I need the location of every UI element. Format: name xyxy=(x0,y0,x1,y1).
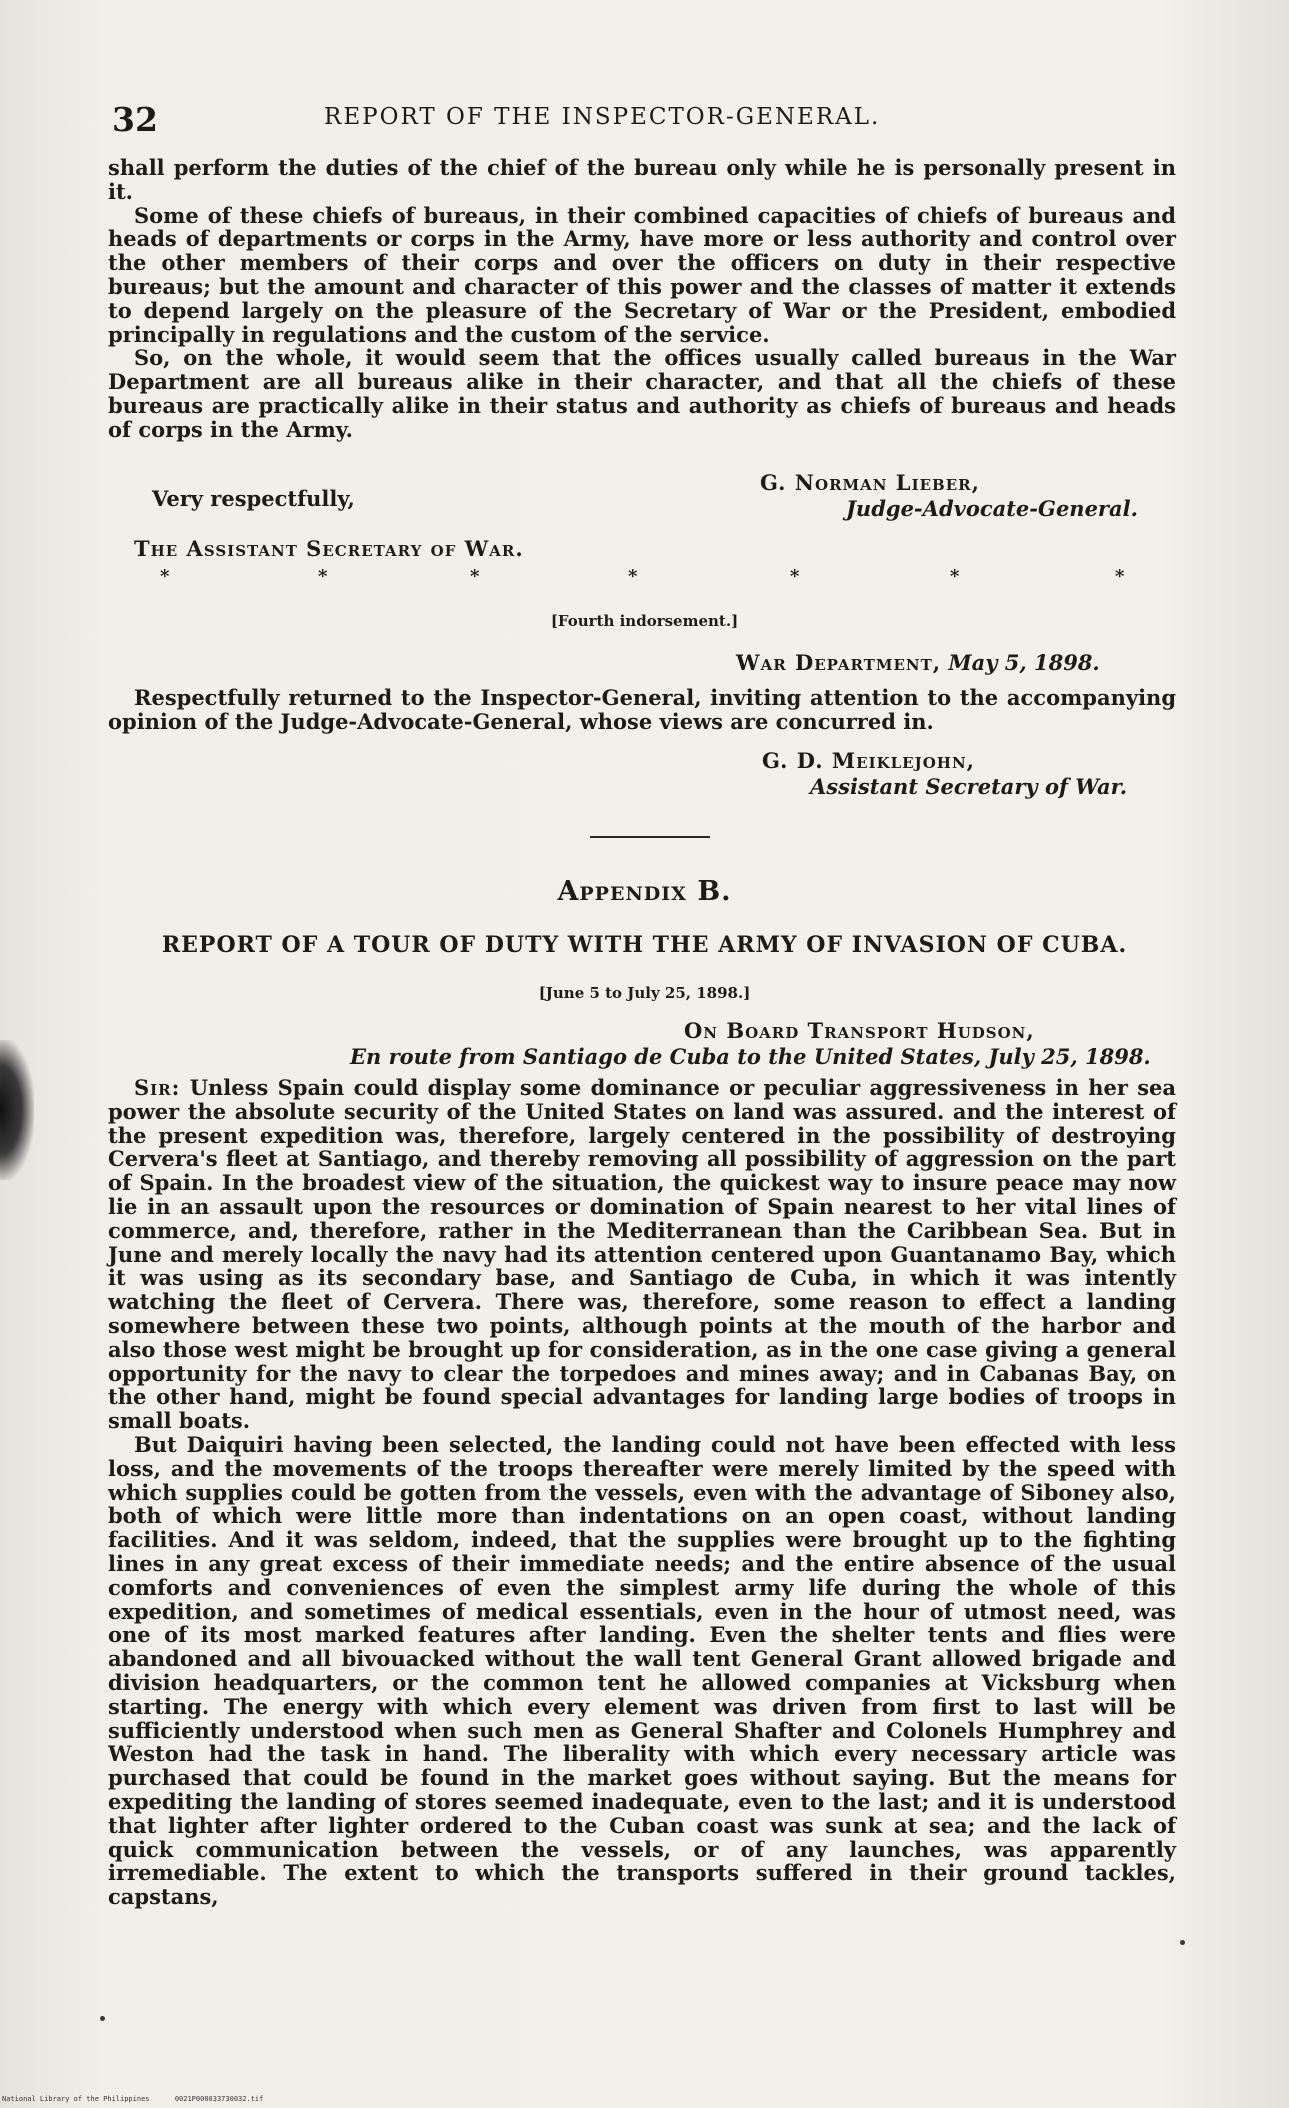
appendix-dates: [June 5 to July 25, 1898.] xyxy=(538,984,751,1002)
appendix-paragraph-1-text: Unless Spain could display some dominance or peculiar aggressiveness in her sea power the absolute security of the United States on land was assured. and the interest of the present expedition was, therefore, largely centered in the possibility of destroying Cervera's fleet at Santiago, and thereby removing all possibility of aggression on the part of Spain. In the broadest view of the situation, the quickest way to insure peace may now lie in an assault upon the resources or domination of Spain nearest to her vital lines of commerce, and, therefore, rather in the Mediterranean than the Caribbean Sea. But in June and merely locally the navy had its attention centered upon Guantanamo Bay, which it was using as its secondary base, and Santiago de Cuba, in which it was intently watching the fleet of Cervera. There was, therefore, some reason to effect a landing somewhere between these two points, although points at the mouth of the harbor and also those west might be brought up for consideration, as in the one case giving a general opportunity for the navy to clear the torpedoes and mines away; and in Cabanas Bay, on the other hand, might be found special advantages for landing large bodies of troops in small boats. xyxy=(108,1075,1177,1434)
stray-mark xyxy=(100,2016,105,2021)
star: * xyxy=(950,566,960,587)
indorsement-body-block xyxy=(108,686,1176,734)
appendix-paragraph: But Daiquiri having been selected, the landing could not have been effected with less loss, and the movements of the troops thereafter were merely limited by the speed with which supplies could be gotten from the vessels, even with the advantage of Siboney also, both of which were little more than indentations on an open coast, without landing facilities. And it was seldom, indeed, that the supplies were brought up to the fighting lines in any great excess of their immediate needs; and the entire absence of the usual comforts and conveniences of even the simplest army life during the whole of this expedition, and sometimes of medical essentials, even in the hour of utmost need, was one of its most marked features after landing. Even the shelter tents and flies were abandoned and all bivouacked without the wall tent General Grant allowed brigade and division headquarters, or the common tent he allowed companies at Vicksburg when starting. The energy with which every element was driven from first to last will be sufficiently understood when such men as General Shafter and Colonels Humphrey and Weston had the task in hand. The liberality with which every necessary article was purchased that could be found in the market goes without saying. But the means for expediting the landing of stores seemed inadequate, even to the last; and it is understood that lighter after lighter ordered to the Cuban coast was sunk at sea; and the lack of quick communication between the vessels, or of any launches, was apparently irremediable. The extent to which the transports suffered in their ground tackles, capstans, xyxy=(108,1431,1176,1910)
footer-file: 0021P000033730032.tif xyxy=(174,2095,264,2103)
letter-paragraph: So, on the whole, it would seem that the offices usually called bureaus in the War Department are all bureaus alike in their character, and that all the chiefs of these bureaus are practically alike in their status and authority as chiefs of bureaus and heads of corps in the Army. xyxy=(108,345,1176,442)
appendix-location-line2: En route from Santiago de Cuba to the United States, July 25, 1898. xyxy=(350,1044,1151,1069)
dateline-date: May 5, 1898. xyxy=(948,650,1100,675)
indorsement-signer-name: G. D. Meiklejohn, xyxy=(762,748,975,773)
page-header xyxy=(112,100,1172,140)
scan-footer xyxy=(2,2095,263,2103)
star: * xyxy=(790,566,800,587)
running-title: REPORT OF THE INSPECTOR-GENERAL. xyxy=(324,104,881,130)
star: * xyxy=(1115,566,1125,587)
indorsement-signer-title: Assistant Secretary of War. xyxy=(810,774,1128,799)
letter-signer-name: G. Norman Lieber, xyxy=(760,470,980,495)
stray-mark xyxy=(1180,1940,1185,1945)
star: * xyxy=(160,566,170,587)
letter-paragraph: Some of these chiefs of bureaus, in their combined capacities of chiefs of bureaus and heads of departments or corps in the Army, have more or less authority and control over the other members of their corps and over the officers on duty in their respective bureaus; but the amount and character of this power and the classes of matter it extends to depend largely on the pleasure of the Secretary of War or the President, embodied principally in regulations and the custom of the service. xyxy=(108,202,1176,347)
letter-signer-title: Judge-Advocate-General. xyxy=(846,496,1138,521)
letter-body xyxy=(108,156,1176,442)
binding-shadow xyxy=(0,1040,34,1180)
appendix-report-title: REPORT OF A TOUR OF DUTY WITH THE ARMY OF INVASION OF CUBA. xyxy=(161,932,1128,958)
section-rule xyxy=(590,836,710,838)
indorsement-body: Respectfully returned to the Inspector-General, inviting attention to the accompanying opinion of the Judge-Advocate-General, whose views are concurred in. xyxy=(108,685,1176,734)
letter-addressee: The Assistant Secretary of War. xyxy=(134,536,524,561)
ellipsis-stars xyxy=(160,566,1125,587)
footer-source: National Library of the Philippines xyxy=(2,2095,150,2103)
appendix-body xyxy=(108,1076,1176,1909)
page-number: 32 xyxy=(112,100,158,139)
star: * xyxy=(318,566,328,587)
indorsement-dateline xyxy=(736,650,1100,675)
appendix-location-line1: On Board Transport Hudson, xyxy=(684,1018,1035,1043)
appendix-paragraph xyxy=(108,1076,1176,1433)
letter-closing: Very respectfully, xyxy=(152,486,355,511)
indorsement-heading: [Fourth indorsement.] xyxy=(550,612,739,630)
appendix-title: Appendix B. xyxy=(557,876,732,907)
letter-paragraph: shall perform the duties of the chief of the bureau only while he is personally present in it. xyxy=(108,155,1176,204)
star: * xyxy=(628,566,638,587)
salutation: Sir: xyxy=(134,1075,181,1100)
dateline-place: War Department, xyxy=(736,650,942,675)
star: * xyxy=(470,566,480,587)
